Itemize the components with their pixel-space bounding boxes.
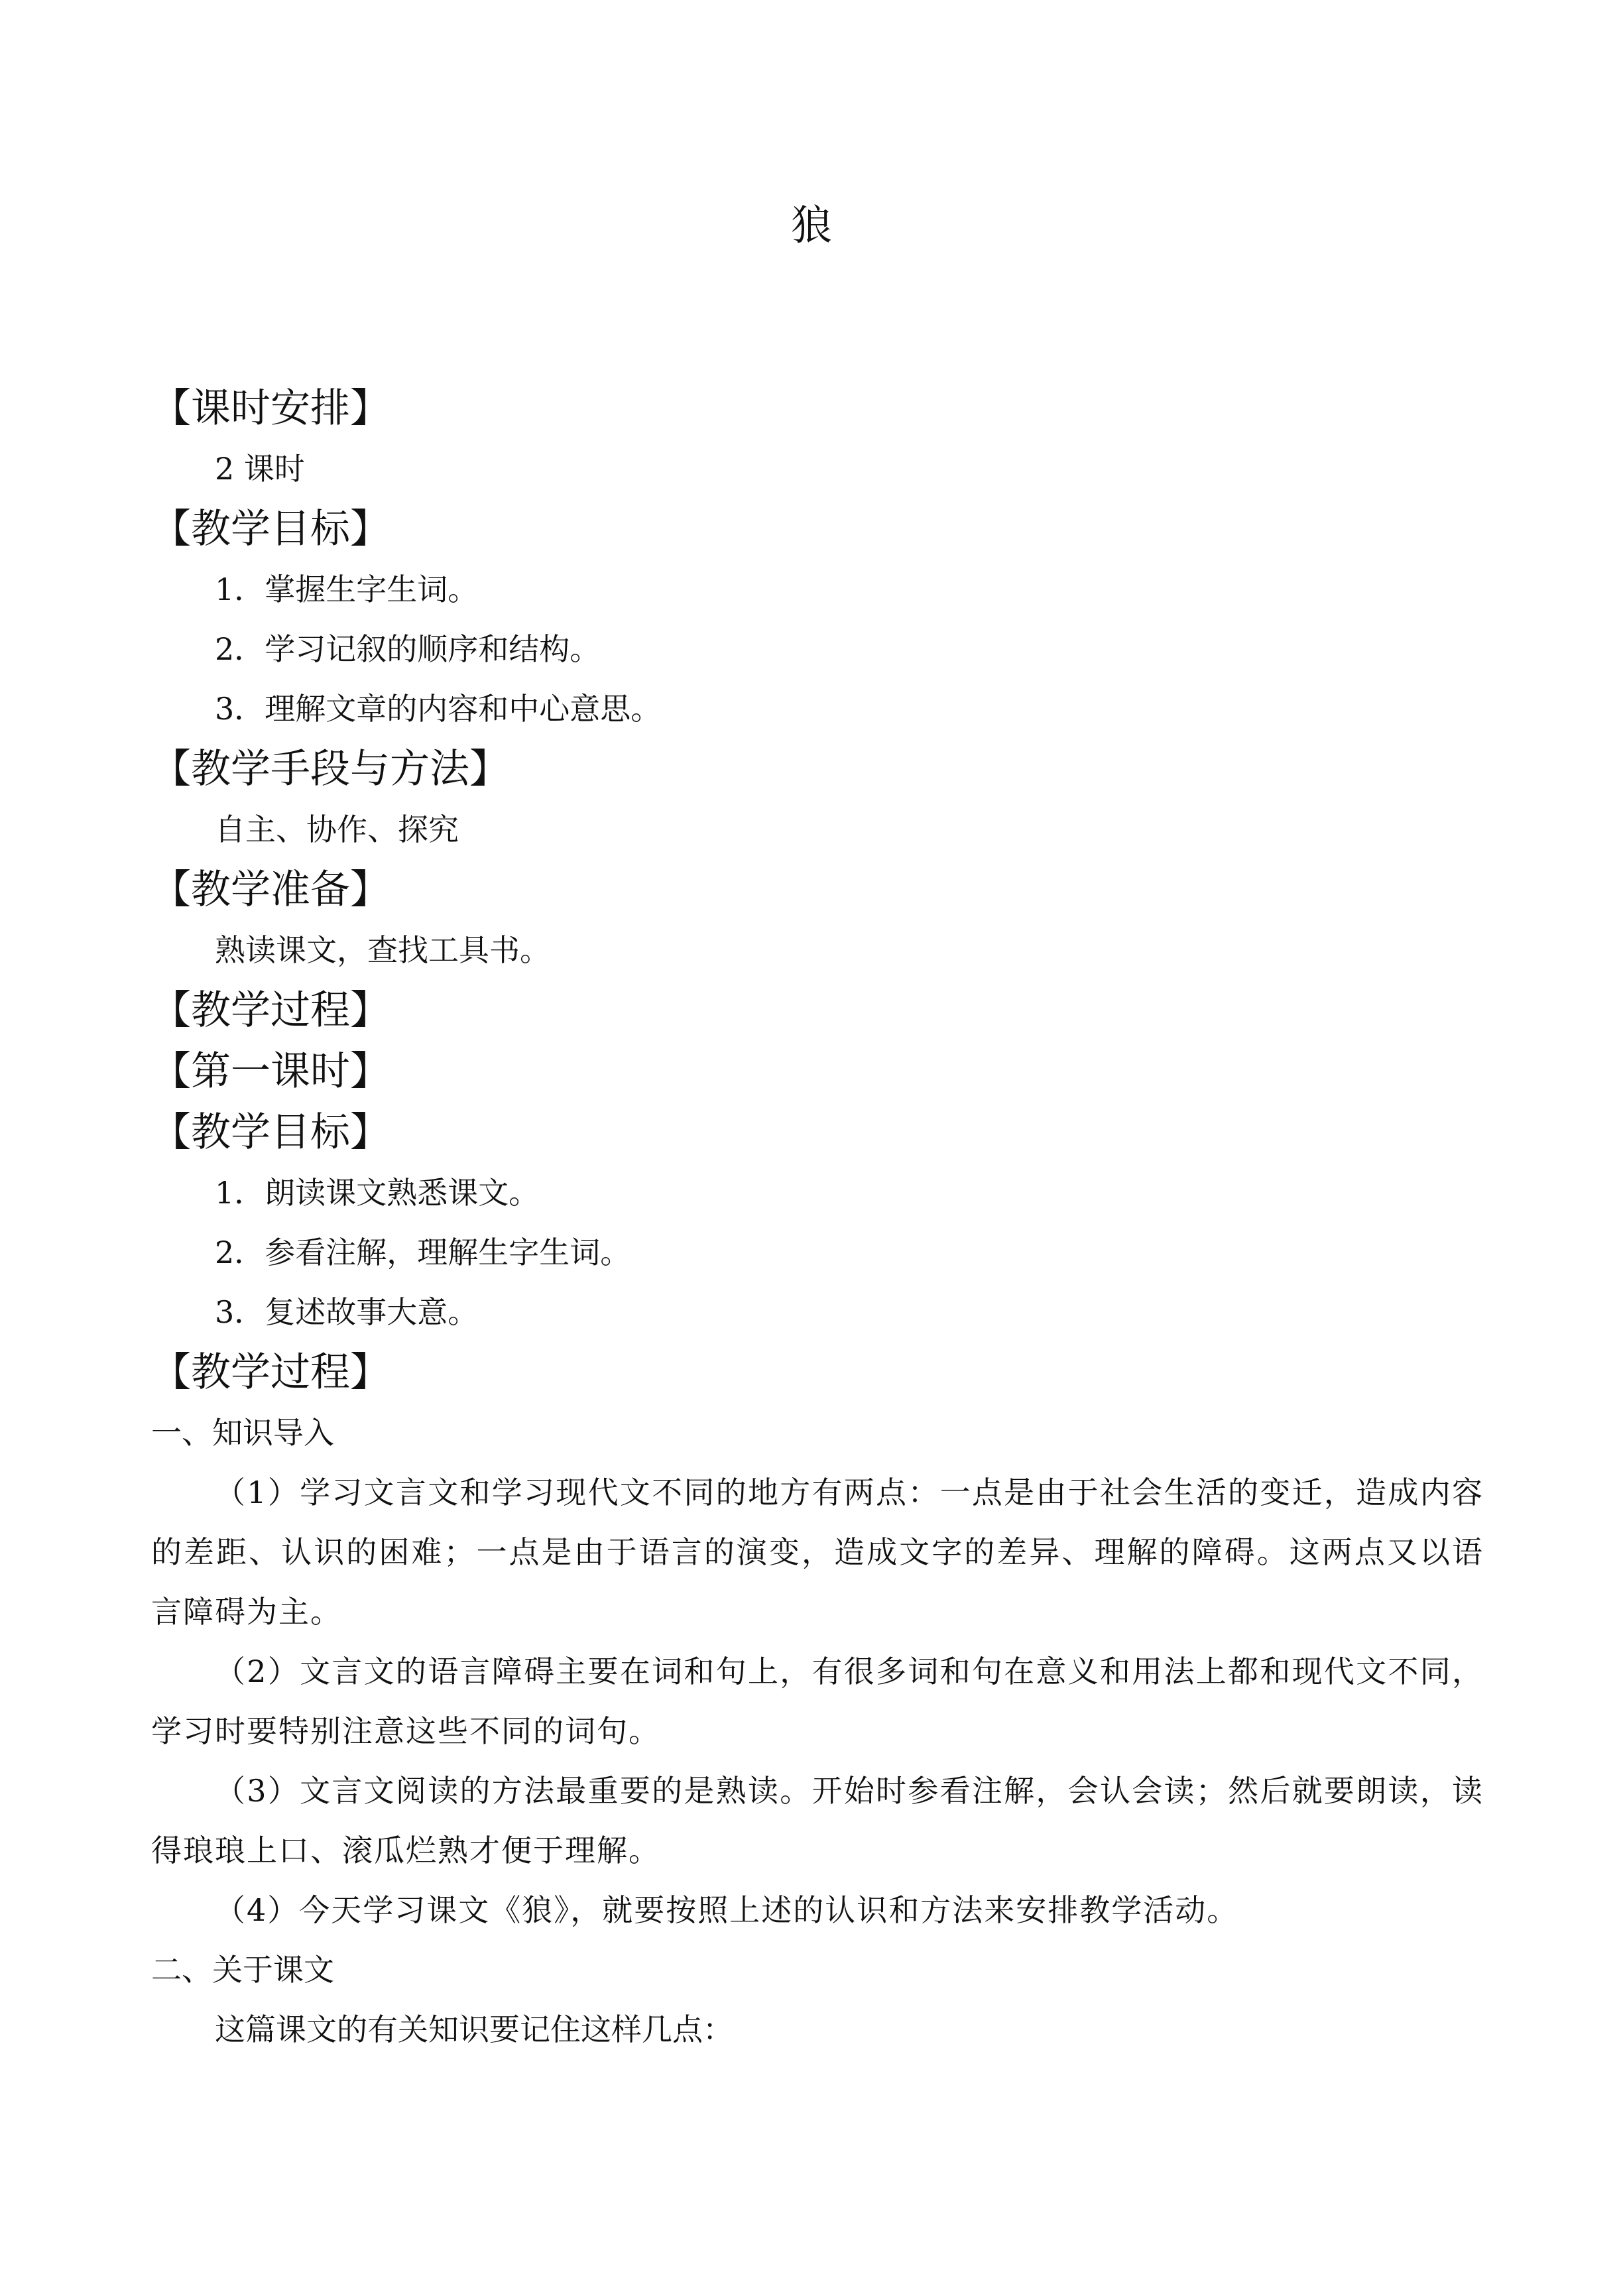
section-heading-preparation: 【教学准备】 [151,867,390,913]
objective-item: 3．理解文章的内容和中心意思。 [215,691,662,727]
part-one-paragraph: （3）文言文阅读的方法最重要的是熟读。开始时参看注解，会认会读；然后就要朗读，读得琅琅上口、滚瓜烂熟才便于理解。 [151,1773,1484,1868]
section-heading-objectives: 【教学目标】 [151,506,390,552]
lesson-objective-item: 2．参看注解，理解生字生词。 [215,1235,631,1270]
section-heading-methods: 【教学手段与方法】 [151,746,509,792]
document-title: 狼 [790,201,832,249]
lesson-objective-item: 1．朗读课文熟悉课文。 [215,1175,540,1211]
methods-text: 自主、协作、探究 [215,812,459,847]
section-heading-lesson-process: 【教学过程】 [151,1349,390,1396]
objective-item: 1．掌握生字生词。 [215,572,479,607]
part-one-paragraph: （2）文言文的语言障碍主要在词和句上，有很多词和句在意义和用法上都和现代文不同，学习时要特别注意这些不同的词句。 [151,1654,1484,1749]
section-heading-schedule: 【课时安排】 [151,385,390,432]
schedule-text: 2 课时 [215,451,305,487]
part-two-title: 二、关于课文 [151,1952,334,1988]
section-heading-lesson-objectives: 【教学目标】 [151,1109,390,1156]
section-heading-first-lesson: 【第一课时】 [151,1048,390,1095]
section-heading-process: 【教学过程】 [151,987,390,1034]
document-body [151,378,1484,2059]
lesson-objective-item: 3．复述故事大意。 [215,1294,479,1330]
part-one-paragraph: （1）学习文言文和学习现代文不同的地方有两点：一点是由于社会生活的变迁，造成内容的差距、认识的困难；一点是由于语言的演变，造成文字的差异、理解的障碍。这两点又以语言障碍为主。 [151,1475,1484,1630]
part-one-title: 一、知识导入 [151,1415,334,1451]
preparation-text: 熟读课文，查找工具书。 [215,932,550,968]
part-one-paragraph: （4）今天学习课文《狼》，就要按照上述的认识和方法来安排教学活动。 [215,1892,1239,1928]
part-two-intro: 这篇课文的有关知识要记住这样几点： [215,2012,733,2047]
objective-item: 2．学习记叙的顺序和结构。 [215,631,601,667]
